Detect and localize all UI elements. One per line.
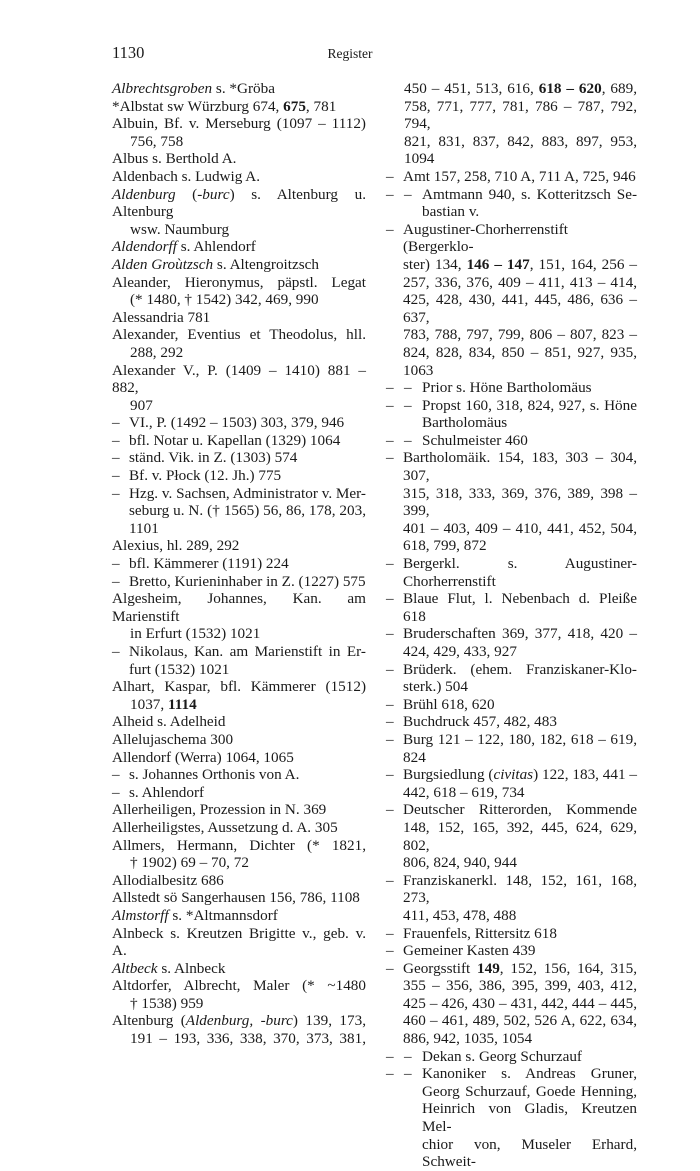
index-entry bbox=[112, 537, 366, 555]
index-entry-line: 424, 429, 433, 927 bbox=[403, 643, 517, 660]
index-entry-line: Brüderk. (ehem. Franziskaner-Klo- bbox=[403, 660, 637, 678]
index-entry-line: Blaue Flut, l. Nebenbach d. Pleiße 618 bbox=[403, 590, 637, 625]
sub-entry-dash: – bbox=[386, 185, 394, 203]
sub-entry-dash: – bbox=[404, 1047, 412, 1065]
index-entry bbox=[112, 731, 366, 749]
index-entry-line: 315, 318, 333, 369, 376, 389, 398 – 399, bbox=[403, 484, 637, 520]
index-entry-line: Amt 157, 258, 710 A, 711 A, 725, 946 bbox=[403, 167, 636, 185]
index-entry-line: bastian v. bbox=[422, 203, 480, 221]
index-entry-line: 821, 831, 837, 842, 883, 897, 953, 1094 bbox=[404, 132, 637, 168]
index-entry-line: s. Ahlendorf bbox=[129, 783, 205, 801]
index-entry-line: 191 – 193, 336, 338, 370, 373, 381, bbox=[130, 1030, 366, 1048]
index-entry bbox=[112, 643, 366, 678]
index-entry bbox=[112, 766, 366, 784]
index-entry-line: Burgsiedlung (civitas) 122, 183, 441 – bbox=[403, 766, 637, 784]
index-entry-line: Alessandria 781 bbox=[112, 308, 211, 326]
index-entry-line: 450 – 451, 513, 616, 618 – 620, 689, bbox=[404, 80, 638, 97]
sub-entry-dash: – bbox=[386, 766, 394, 784]
index-entry-line: wsw. Naumburg bbox=[130, 220, 230, 238]
index-entry bbox=[386, 397, 637, 432]
index-entry-line: Brühl 618, 620 bbox=[403, 695, 495, 713]
index-entry bbox=[386, 555, 637, 590]
sub-entry-dash: – bbox=[404, 431, 412, 449]
index-entry bbox=[386, 80, 637, 168]
index-entry-line: Allelujaschema 300 bbox=[112, 730, 234, 748]
index-entry bbox=[386, 186, 637, 221]
sub-entry-dash: – bbox=[386, 959, 394, 977]
index-entry-line: Albrechtsgroben s. *Gröba bbox=[112, 80, 275, 97]
index-entry-line: Bf. v. Płock (12. Jh.) 775 bbox=[129, 467, 282, 485]
index-entry bbox=[112, 872, 366, 890]
sub-entry-dash: – bbox=[112, 555, 120, 573]
index-entry bbox=[386, 661, 637, 696]
index-entry-line: Alexius, hl. 289, 292 bbox=[112, 537, 240, 555]
index-entry bbox=[112, 837, 366, 872]
index-entry-line: bfl. Kämmerer (1191) 224 bbox=[129, 555, 289, 573]
index-entry-line: 824, 828, 834, 850 – 851, 927, 935, 1063 bbox=[403, 343, 637, 379]
index-entry-line: Dekan s. Georg Schurzauf bbox=[422, 1047, 582, 1065]
index-entry bbox=[386, 942, 637, 960]
sub-entry-dash: – bbox=[112, 572, 120, 590]
index-entry-line: Alhart, Kaspar, bfl. Kämmerer (1512) bbox=[112, 678, 366, 696]
index-entry bbox=[112, 449, 366, 467]
index-entry-line: 355 – 356, 386, 395, 399, 403, 412, bbox=[403, 977, 637, 995]
index-entry bbox=[386, 590, 637, 625]
index-entry bbox=[386, 221, 637, 379]
index-entry-line: Franziskanerkl. 148, 152, 161, 168, 273, bbox=[403, 871, 637, 907]
index-entry-line: 425, 428, 430, 441, 445, 486, 636 – 637, bbox=[403, 291, 637, 326]
index-entry-line: 1101 bbox=[129, 519, 159, 537]
index-entry bbox=[386, 766, 637, 801]
sub-entry-dash: – bbox=[386, 220, 394, 238]
sub-entry-dash: – bbox=[386, 730, 394, 748]
sub-entry-dash: – bbox=[386, 396, 394, 414]
index-entry-line: 411, 453, 478, 488 bbox=[403, 906, 517, 924]
sub-entry-dash: – bbox=[386, 924, 394, 942]
index-entry bbox=[112, 590, 366, 643]
index-entry-line: ständ. Vik. in Z. (1303) 574 bbox=[129, 449, 298, 467]
index-entry bbox=[112, 238, 366, 256]
index-entry-line: 618, 799, 872 bbox=[403, 537, 487, 555]
index-entry-line: ster) 134, 146 – 147, 151, 164, 256 – bbox=[403, 255, 637, 273]
index-entry-line: chior von, Museler Erhard, Schweit- bbox=[422, 1135, 637, 1171]
index-entry bbox=[386, 449, 637, 555]
index-entry-line: in Erfurt (1532) 1021 bbox=[130, 625, 261, 643]
index-entry-line: 907 bbox=[130, 396, 153, 414]
sub-entry-dash: – bbox=[112, 766, 120, 784]
index-entry-line: Prior s. Höne Bartholomäus bbox=[422, 379, 592, 397]
index-entry-line: Aldenbach s. Ludwig A. bbox=[112, 167, 261, 185]
index-entry-line: 257, 336, 376, 409 – 411, 413 – 414, bbox=[403, 273, 637, 291]
sub-entry-dash: – bbox=[386, 942, 394, 960]
index-entry-line: 806, 824, 940, 944 bbox=[403, 854, 517, 872]
index-entry bbox=[386, 731, 637, 766]
index-entry-line: 148, 152, 165, 392, 445, 624, 629, 802, bbox=[403, 818, 637, 854]
sub-entry-dash: – bbox=[386, 713, 394, 731]
index-entry-line: Georg Schurzauf, Goede Henning, bbox=[422, 1082, 637, 1100]
index-entry-line: furt (1532) 1021 bbox=[129, 660, 230, 678]
index-entry bbox=[112, 784, 366, 802]
index-entry bbox=[112, 274, 366, 309]
index-entry-line: seburg u. N. († 1565) 56, 86, 178, 203, bbox=[129, 502, 366, 520]
index-entry-line: Amtmann 940, s. Kotteritzsch Se- bbox=[422, 185, 637, 203]
sub-entry-dash: – bbox=[386, 871, 394, 889]
index-entry-line: Bretto, Kurieninhaber in Z. (1227) 575 bbox=[129, 572, 366, 590]
sub-entry-dash: – bbox=[112, 484, 120, 502]
index-entry-line: Bergerkl. s. Augustiner-Chorherrenstift bbox=[403, 555, 637, 590]
index-entry-line: Alden Groùtzsch s. Altengroitzsch bbox=[112, 255, 319, 273]
index-entry bbox=[386, 801, 637, 871]
index-entry bbox=[112, 414, 366, 432]
page-number: 1130 bbox=[112, 43, 145, 62]
index-entry-line: 783, 788, 797, 799, 806 – 807, 823 – bbox=[403, 326, 637, 344]
index-entry-line: 756, 758 bbox=[130, 132, 184, 150]
index-entry-line: Allodialbesitz 686 bbox=[112, 871, 224, 889]
index-entry bbox=[386, 432, 637, 450]
index-column-left bbox=[112, 80, 366, 1048]
index-entry bbox=[112, 801, 366, 819]
index-entry bbox=[386, 925, 637, 943]
index-column-right bbox=[386, 80, 637, 1171]
index-entry-line: Heinrich von Gladis, Kreutzen Mel- bbox=[422, 1100, 637, 1136]
index-entry bbox=[386, 1048, 637, 1066]
index-entry-line: Alheid s. Adelheid bbox=[112, 713, 226, 731]
index-entry bbox=[112, 115, 366, 150]
sub-entry-dash: – bbox=[386, 1065, 394, 1083]
index-entry-line: † 1538) 959 bbox=[130, 994, 204, 1012]
index-entry bbox=[112, 713, 366, 731]
index-entry bbox=[112, 98, 366, 116]
running-head: Register bbox=[327, 46, 373, 61]
index-entry-line: 288, 292 bbox=[130, 343, 184, 361]
sub-entry-dash: – bbox=[386, 449, 394, 467]
index-entry-line: Augustiner-Chorherrenstift (Bergerklo- bbox=[403, 220, 569, 256]
index-entry bbox=[386, 379, 637, 397]
index-entry-line: Aldendorff s. Ahlendorf bbox=[112, 238, 256, 256]
sub-entry-dash: – bbox=[386, 590, 394, 608]
index-entry bbox=[386, 872, 637, 925]
index-entry-line: Burg 121 – 122, 180, 182, 618 – 619, bbox=[403, 730, 637, 748]
index-entry-line: Gemeiner Kasten 439 bbox=[403, 942, 536, 960]
index-entry-line: Allstedt sö Sangerhausen 156, 786, 1108 bbox=[112, 889, 360, 907]
sub-entry-dash: – bbox=[386, 1047, 394, 1065]
index-entry-line: VI., P. (1492 – 1503) 303, 379, 946 bbox=[129, 414, 345, 432]
sub-entry-dash: – bbox=[112, 449, 120, 467]
index-entry bbox=[386, 960, 637, 1048]
index-entry bbox=[112, 150, 366, 168]
index-entry bbox=[112, 889, 366, 907]
index-entry bbox=[112, 432, 366, 450]
index-entry-line: Frauenfels, Rittersitz 618 bbox=[403, 924, 557, 942]
index-entry-line: Algesheim, Johannes, Kan. am Marienstift bbox=[112, 590, 366, 625]
index-entry-line: 442, 618 – 619, 734 bbox=[403, 783, 525, 801]
index-entry-line: Altdorfer, Albrecht, Maler (* ~1480 bbox=[112, 977, 366, 995]
index-entry bbox=[112, 678, 366, 713]
sub-entry-dash: – bbox=[112, 414, 120, 432]
sub-entry-dash: – bbox=[386, 167, 394, 185]
index-entry bbox=[112, 573, 366, 591]
index-entry-line: sterk.) 504 bbox=[403, 678, 468, 696]
index-entry bbox=[112, 960, 366, 978]
sub-entry-dash: – bbox=[386, 379, 394, 397]
sub-entry-dash: – bbox=[404, 1065, 412, 1083]
index-entry bbox=[112, 256, 366, 274]
index-entry-line: 886, 942, 1035, 1054 bbox=[403, 1030, 533, 1048]
index-entry-line: 401 – 403, 409 – 410, 441, 452, 504, bbox=[403, 519, 637, 537]
index-entry bbox=[386, 713, 637, 731]
sub-entry-dash: – bbox=[404, 379, 412, 397]
sub-entry-dash: – bbox=[386, 660, 394, 678]
index-entry-line: Alexander V., P. (1409 – 1410) 881 – 882, bbox=[112, 361, 366, 397]
sub-entry-dash: – bbox=[404, 396, 412, 414]
index-entry-line: Buchdruck 457, 482, 483 bbox=[403, 713, 557, 731]
index-entry-line: Deutscher Ritterorden, Kommende bbox=[403, 801, 637, 819]
index-entry-line: Albus s. Berthold A. bbox=[112, 150, 237, 168]
index-entry bbox=[112, 168, 366, 186]
index-entry-line: 460 – 461, 489, 502, 526 A, 622, 634, bbox=[403, 1012, 637, 1030]
index-entry-line: Propst 160, 318, 824, 927, s. Höne bbox=[422, 396, 637, 414]
index-entry bbox=[386, 1065, 637, 1171]
index-entry bbox=[112, 362, 366, 415]
sub-entry-dash: – bbox=[404, 185, 412, 203]
index-entry-line: Aleander, Hieronymus, päpstl. Legat bbox=[112, 273, 366, 291]
index-entry-line: Alnbeck s. Kreutzen Brigitte v., geb. v. A. bbox=[112, 924, 366, 960]
index-entry-line: 758, 771, 777, 781, 786 – 787, 792, 794, bbox=[404, 97, 637, 133]
index-entry-line: 1037, 1114 bbox=[130, 695, 197, 713]
index-entry-line: Altenburg (Aldenburg, -burc) 139, 173, bbox=[112, 1012, 366, 1030]
index-entry bbox=[112, 485, 366, 538]
index-entry-line: Allmers, Hermann, Dichter (* 1821, bbox=[112, 836, 366, 854]
index-entry bbox=[112, 1012, 366, 1047]
index-entry bbox=[112, 186, 366, 239]
index-entry-line: Almstorff s. *Altmannsdorf bbox=[112, 906, 278, 924]
index-entry bbox=[112, 977, 366, 1012]
index-entry-line: Alexander, Eventius et Theodolus, hll. bbox=[112, 326, 366, 344]
index-entry-line: Bartholomäik. 154, 183, 303 – 304, 307, bbox=[403, 449, 637, 485]
index-entry-line: Georgsstift 149, 152, 156, 164, 315, bbox=[403, 959, 638, 977]
index-entry bbox=[112, 326, 366, 361]
index-entry-line: Allerheiligstes, Aussetzung d. A. 305 bbox=[112, 818, 338, 836]
sub-entry-dash: – bbox=[112, 467, 120, 485]
index-entry bbox=[112, 467, 366, 485]
index-entry-line: Allendorf (Werra) 1064, 1065 bbox=[112, 748, 294, 766]
index-entry-line: Bartholomäus bbox=[422, 414, 508, 432]
index-entry-line: (* 1480, † 1542) 342, 469, 990 bbox=[130, 291, 319, 309]
sub-entry-dash: – bbox=[386, 555, 394, 573]
index-entry bbox=[112, 907, 366, 925]
sub-entry-dash: – bbox=[386, 801, 394, 819]
index-entry bbox=[112, 555, 366, 573]
index-entry-line: † 1902) 69 – 70, 72 bbox=[130, 854, 249, 872]
index-entry-line: Albuin, Bf. v. Merseburg (1097 – 1112) bbox=[112, 115, 366, 133]
index-entry-line: bfl. Notar u. Kapellan (1329) 1064 bbox=[129, 431, 341, 449]
sub-entry-dash: – bbox=[386, 695, 394, 713]
index-entry bbox=[112, 80, 366, 98]
sub-entry-dash: – bbox=[112, 783, 120, 801]
sub-entry-dash: – bbox=[112, 643, 120, 660]
index-entry-line: Nikolaus, Kan. am Marienstift in Er- bbox=[129, 643, 366, 660]
sub-entry-dash: – bbox=[386, 431, 394, 449]
index-entry bbox=[112, 749, 366, 767]
index-entry-line: s. Johannes Orthonis von A. bbox=[129, 766, 300, 784]
index-entry bbox=[386, 625, 637, 660]
index-entry-line: Bruderschaften 369, 377, 418, 420 – bbox=[403, 625, 637, 643]
index-entry-line: *Albstat sw Würzburg 674, 675, 781 bbox=[112, 97, 337, 115]
index-entry-line: 425 – 426, 430 – 431, 442, 444 – 445, bbox=[403, 994, 637, 1012]
index-entry-line: Altbeck s. Alnbeck bbox=[112, 959, 226, 977]
index-entry bbox=[386, 168, 637, 186]
index-entry-line: Schulmeister 460 bbox=[422, 431, 528, 449]
index-entry bbox=[112, 925, 366, 960]
index-entry-line: Aldenburg (-burc) s. Altenburg u. Altenburg bbox=[112, 185, 367, 221]
sub-entry-dash: – bbox=[386, 625, 394, 643]
index-entry-line: 824 bbox=[403, 748, 426, 766]
index-entry-line: Kanoniker s. Andreas Gruner, bbox=[422, 1065, 637, 1083]
sub-entry-dash: – bbox=[112, 431, 120, 449]
index-entry bbox=[112, 309, 366, 327]
index-entry-line: Allerheiligen, Prozession in N. 369 bbox=[112, 801, 327, 819]
index-entry bbox=[386, 696, 637, 714]
index-entry-line: Hzg. v. Sachsen, Administrator v. Mer- bbox=[129, 484, 366, 502]
index-entry bbox=[112, 819, 366, 837]
